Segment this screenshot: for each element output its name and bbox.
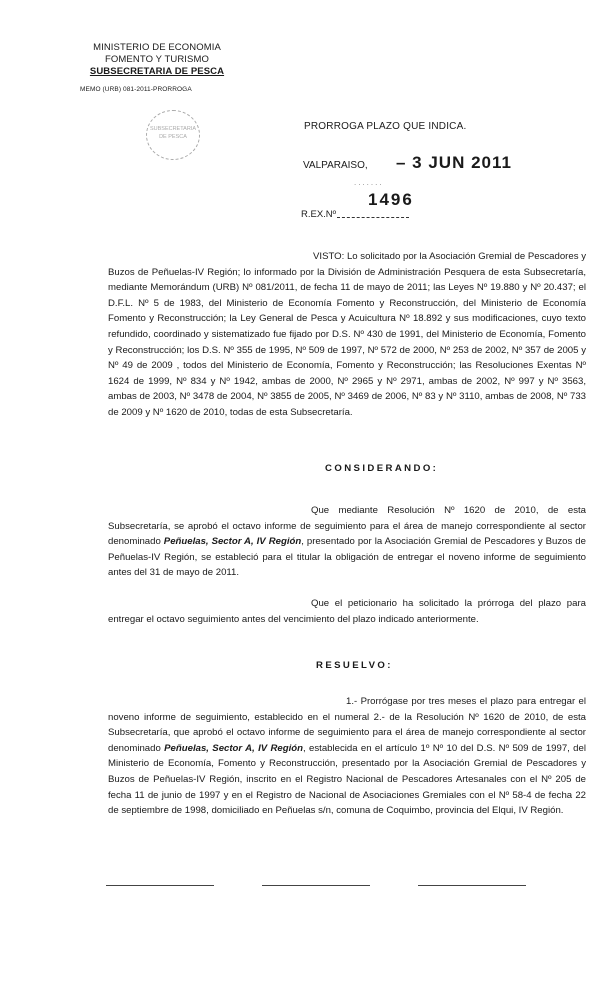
official-stamp <box>146 110 200 160</box>
resuelvo-p1-pre: 1.- Prorrógase por tres meses el plazo para entregar el noveno informe de seguimiento, establecido en el numeral 2.- de la Resolución Nº 1620 de 2010, de esta Subsecretaría, que aprobó el octavo informe de seguimiento para el área de manejo correspondiente al sector denominado <box>108 696 586 754</box>
considerando-p1-post: , presentado por la Asociación Gremial de Pescadores y Buzos de Peñuelas-IV Región, se estableció para el titular la obligación de entregar el noveno informe de seguimiento antes del 31 de mayo de 2011. <box>108 536 586 579</box>
memo-reference: MEMO (URB) 081-2011-PRORROGA <box>80 86 192 93</box>
ministry-line-1: MINISTERIO DE ECONOMIA <box>93 42 221 53</box>
date-stamp: – 3 JUN 2011 <box>396 153 512 172</box>
considerando-p1-pre: Que mediante Resolución Nº 1620 de 2010, de esta Subsecretaría, se aprobó el octavo informe de seguimiento para el área de manejo correspondiente al sector denominado <box>108 505 586 548</box>
subsecretaria-name: SUBSECRETARIA DE PESCA <box>89 66 225 77</box>
resuelvo-paragraph-1 <box>108 694 586 819</box>
resuelvo-p1-bold: Peñuelas, Sector A, IV Región <box>164 742 304 754</box>
considerando-p1-bold: Peñuelas, Sector A, IV Región <box>163 536 302 548</box>
signature-line-left <box>106 885 214 886</box>
resolution-label: R.EX.Nº <box>301 209 337 220</box>
ministry-line-2: FOMENTO Y TURISMO <box>105 54 209 65</box>
resolution-number: 1496 <box>368 190 414 209</box>
place-label: VALPARAISO, <box>303 160 368 171</box>
date-dashes: ....... <box>354 178 384 187</box>
considerando-paragraph-2: Que el peticionario ha solicitado la prórroga del plazo para entregar el octavo seguimiento antes del vencimiento del plazo indicado anteriormente. <box>108 597 586 625</box>
resuelvo-p1-post: , establecida en el artículo 1º Nº 10 del D.S. Nº 509 de 1997, del Ministerio de Economía, Fomento y Reconstrucción, presentado por la Asociación Gremial de Pescadores y Buzos de Peñuelas-IV Región, inscrito en el Registro Nacional de Pescadores Artesanales con el Nº 205 de fecha 11 de junio de 1997 y en el Registro de Nacional de Asociaciones Gremiales con el Nº 58-4 de fecha 22 de septiembre de 1998, domiciliado en Peñuelas s/n, comuna de Coquimbo, provincia del Elqui, IV Región. <box>108 742 586 817</box>
considerando-section <box>108 503 586 627</box>
signature-line-right <box>418 885 526 886</box>
resuelvo-section <box>108 694 586 819</box>
considerando-paragraph-1 <box>108 503 586 581</box>
resuelvo-heading: RESUELVO: <box>316 660 393 671</box>
considerando-heading: CONSIDERANDO: <box>325 463 439 474</box>
signature-line-middle <box>262 885 370 886</box>
visto-paragraph: VISTO: Lo solicitado por la Asociación Gremial de Pescadores y Buzos de Peñuelas-IV Región; lo informado por la División de Administración Pesquera de esta Subsecretaría, mediante Memorándum (URB) Nº 081/2011, de fecha 11 de mayo de 2011; las Leyes Nº 19.880 y Nº 20.437; el D.F.L. Nº 5 de 1983, del Ministerio de Economía Fomento y Reconstrucción, del Ministerio de Economía Fomento y Reconstrucción; la Ley General de Pesca y Acuicultura Nº 18.892 y sus modificaciones, cuyo texto refundido, coordinado y sistematizado fue fijado por D.S. Nº 430 de 1991, del Ministerio de Economía, Fomento y Reconstrucción; los D.S. Nº 355 de 1995, Nº 509 de 1997, Nº 572 de 2000, Nº 253 de 2002, Nº 357 de 2005 y Nº 49 de 2009 , todos del Ministerio de Economía, Fomento y Reconstrucción; las Resoluciones Exentas Nº 1624 de 1999, Nº 834 y Nº 1942, ambas de 2000, Nº 2965 y Nº 2971, ambas de 2002, Nº 997 y Nº 3563, ambas de 2003, Nº 3478 de 2004, Nº 3855 de 2005, Nº 3469 de 2006, Nº 83 y Nº 3110, ambas de 2008, Nº 733 de 2009 y Nº 1620 de 2010, todas de esta Subsecretaría. <box>108 251 586 418</box>
document-title: PRORROGA PLAZO QUE INDICA. <box>304 121 467 132</box>
stamp-text: SUBSECRETARIA DE PESCA <box>149 126 197 140</box>
visto-section <box>108 249 586 421</box>
resolution-underline <box>337 217 409 218</box>
